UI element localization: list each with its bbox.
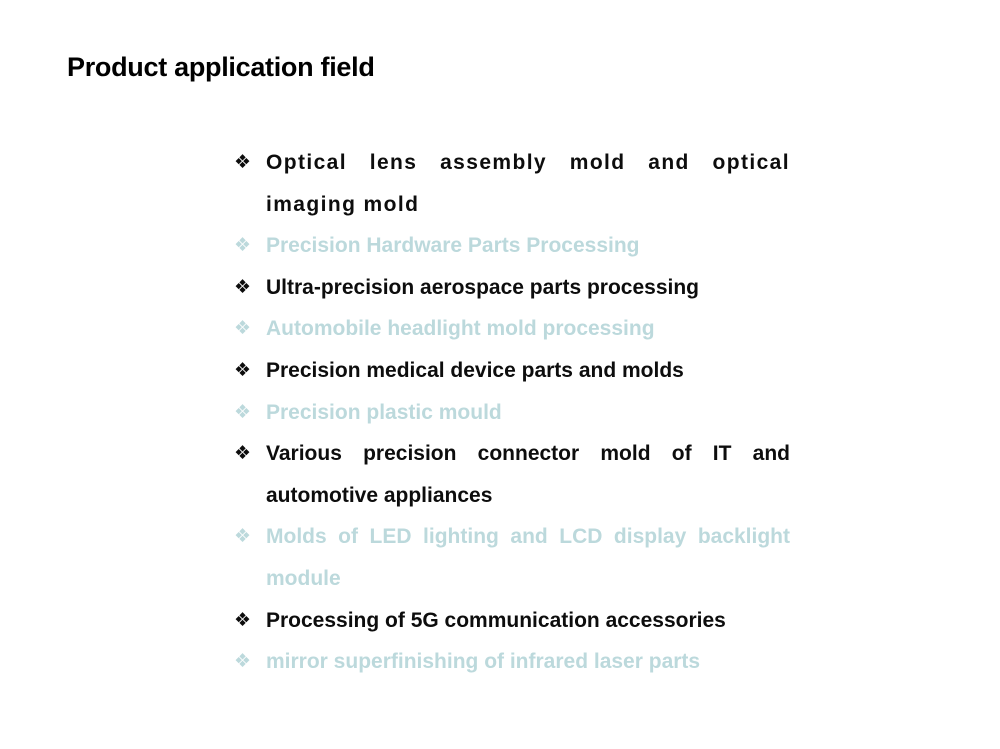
list-item (234, 308, 790, 350)
list-item (234, 516, 790, 599)
bullet-diamond-icon: ❖ (234, 317, 252, 340)
bullet-diamond-icon: ❖ (234, 275, 252, 298)
list-item-text: Precision plastic mould (266, 400, 502, 424)
list-item-text: Optical lens assembly mold and optical imaging mold (266, 151, 790, 216)
slide-title: Product application field (67, 52, 375, 82)
bullet-diamond-icon: ❖ (234, 400, 252, 423)
list-item (234, 600, 790, 642)
list-item (234, 433, 790, 516)
application-list (234, 142, 790, 683)
list-item (234, 350, 790, 392)
list-item-text: Precision medical device parts and molds (266, 358, 684, 382)
list-item (234, 267, 790, 309)
bullet-diamond-icon: ❖ (234, 608, 252, 631)
bullet-diamond-icon: ❖ (234, 151, 252, 173)
list-item-text: Precision Hardware Parts Processing (266, 234, 640, 258)
bullet-diamond-icon: ❖ (234, 234, 252, 257)
list-item-text: Ultra-precision aerospace parts processing (266, 275, 699, 299)
list-item-text: Molds of LED lighting and LCD display backlight module (266, 525, 790, 590)
list-item (234, 142, 790, 225)
bullet-diamond-icon: ❖ (234, 650, 252, 673)
list-item-text: Various precision connector mold of IT and automotive appliances (266, 442, 790, 507)
list-item (234, 641, 790, 683)
list-item-text: Automobile headlight mold processing (266, 317, 655, 341)
list-item (234, 225, 790, 267)
list-item-text: mirror superfinishing of infrared laser parts (266, 650, 701, 674)
list-item-text: Processing of 5G communication accessories (266, 608, 726, 632)
list-item (234, 392, 790, 434)
bullet-diamond-icon: ❖ (234, 358, 252, 381)
bullet-diamond-icon: ❖ (234, 442, 252, 465)
bullet-diamond-icon: ❖ (234, 525, 252, 548)
